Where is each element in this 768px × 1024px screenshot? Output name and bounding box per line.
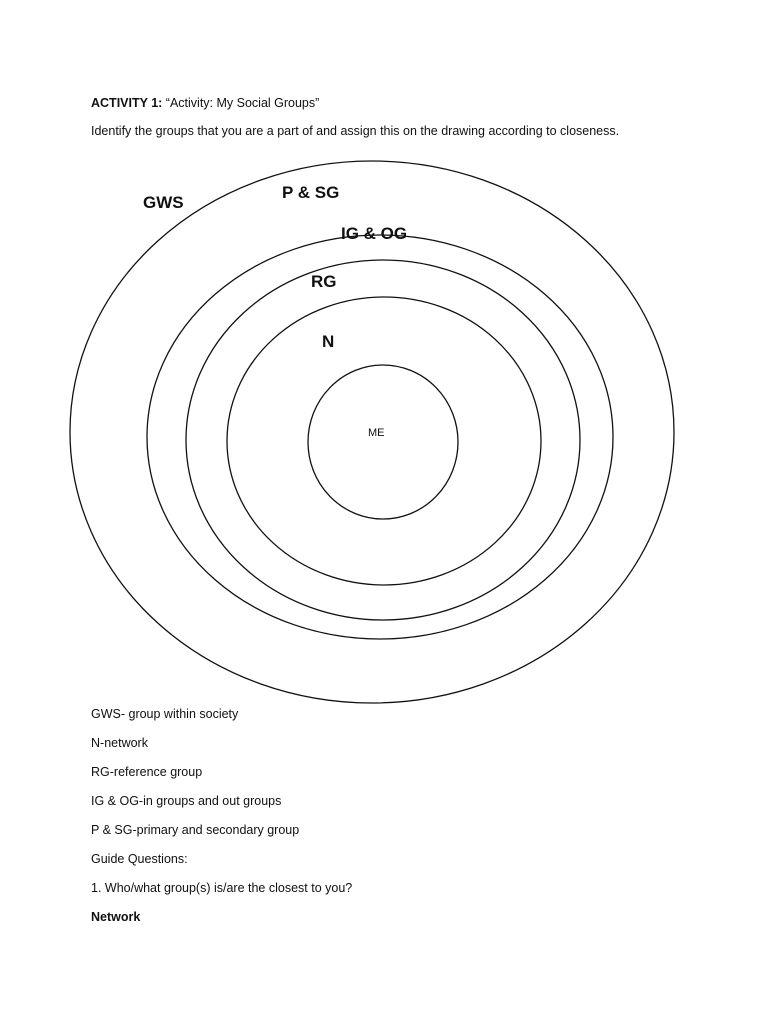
legend-n: N-network: [91, 736, 148, 750]
guide-question-1: 1. Who/what group(s) is/are the closest to you?: [91, 881, 353, 895]
label-rg: RG: [311, 272, 337, 291]
activity-title: “Activity: My Social Groups”: [165, 96, 320, 110]
ring-rg: [227, 297, 541, 585]
activity-label: ACTIVITY 1:: [91, 96, 163, 110]
label-gws: GWS: [143, 193, 184, 212]
guide-heading: Guide Questions:: [91, 852, 188, 866]
guide-answer-1: Network: [91, 910, 141, 924]
label-me: ME: [368, 427, 385, 439]
label-igog: IG & OG: [341, 224, 408, 243]
legend-igog: IG & OG-in groups and out groups: [91, 794, 282, 808]
legend-rg: RG-reference group: [91, 765, 203, 779]
label-psg: P & SG: [282, 183, 340, 202]
ring-igog: [186, 260, 580, 620]
legend-gws: GWS- group within society: [91, 707, 239, 721]
label-n: N: [322, 332, 335, 351]
legend-psg: P & SG-primary and secondary group: [91, 823, 300, 837]
ring-me: [308, 365, 458, 519]
instructions-text: Identify the groups that you are a part of and assign this on the drawing according to closeness.: [91, 124, 620, 138]
